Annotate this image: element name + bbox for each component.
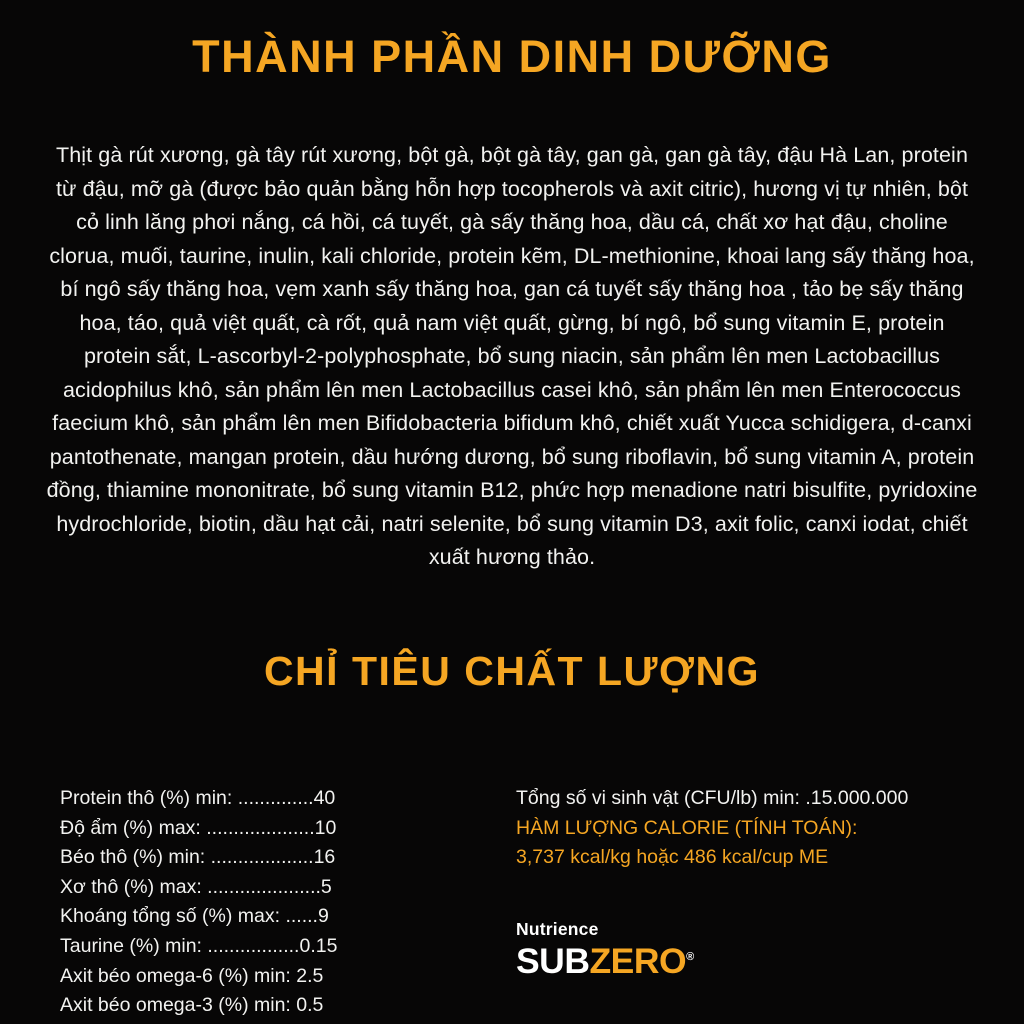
brand-name: Nutrience <box>516 919 599 939</box>
spec-row: Axit béo omega-3 (%) min: 0.5 <box>60 994 324 1017</box>
spec-row: Độ ẩm (%) max: ....................10 <box>60 816 337 839</box>
spec-row: Protein thô (%) min: ..............40 <box>60 787 336 809</box>
guaranteed-analysis-left-column <box>60 784 480 1021</box>
registered-trademark-mark: ® <box>686 951 694 963</box>
product-line-sub: SUB <box>516 940 590 981</box>
spec-row-microorganisms: Tổng số vi sinh vật (CFU/lb) min: .15.000.000 <box>516 787 909 809</box>
product-line-zero: ZERO <box>589 940 687 981</box>
ingredients-text: Thịt gà rút xương, gà tây rút xương, bột gà, bột gà tây, gan gà, gan gà tây, đậu Hà Lan, protein từ đậu, mỡ gà (được bảo quản bằng hỗn hợp tocopherols và axit citric), hương vị tự nhiên, bột cỏ linh lăng phơi nắng, cá hồi, cá tuyết, gà sấy thăng hoa, dầu cá, chất xơ hạt đậu, choline clorua, muối, taurine, inulin, kali chloride, protein kẽm, DL-methionine, khoai lang sấy thăng hoa, bí ngô sấy thăng hoa, vẹm xanh sấy thăng hoa, gan cá tuyết sấy thăng hoa , tảo bẹ sấy thăng hoa, táo, quả việt quất, cà rốt, quả nam việt quất, gừng, bí ngô, bổ sung vitamin E, protein protein sắt, L-ascorbyl-2-polyphosphate, bổ sung niacin, sản phẩm lên men Lactobacillus acidophilus khô, sản phẩm lên men Lactobacillus casei khô, sản phẩm lên men Enterococcus faecium khô, sản phẩm lên men Bifidobacteria bifidum khô, chiết xuất Yucca schidigera, d-canxi pantothenate, mangan protein, dầu hướng dương, bổ sung riboflavin, bổ sung vitamin A, protein đồng, thiamine mononitrate, bổ sung vitamin B12, phức hợp menadione natri bisulfite, pyridoxine hydrochloride, biotin, dầu hạt cải, natri selenite, bổ sung vitamin D3, axit folic, canxi iodat, chiết xuất hương thảo. <box>46 143 978 569</box>
brand-logo <box>516 920 746 980</box>
section-title-quality: CHỈ TIÊU CHẤT LƯỢNG <box>263 648 761 694</box>
spec-row: Axit béo omega-6 (%) min: 2.5 <box>60 964 324 987</box>
guaranteed-analysis-right-column <box>516 784 986 873</box>
spec-row-calorie-label: HÀM LƯỢNG CALORIE (TÍNH TOÁN): <box>516 816 858 839</box>
spec-row: Taurine (%) min: .................0.15 <box>60 934 338 957</box>
product-line-name <box>516 939 694 980</box>
spec-row: Khoáng tổng số (%) max: ......9 <box>60 905 329 928</box>
page-title-ingredients: THÀNH PHẦN DINH DƯỠNG <box>192 31 832 82</box>
spec-row: Xơ thô (%) max: .....................5 <box>60 875 332 898</box>
spec-row-calorie-value: 3,737 kcal/kg hoặc 486 kcal/cup ME <box>516 846 829 869</box>
spec-row: Béo thô (%) min: ...................16 <box>60 846 336 869</box>
